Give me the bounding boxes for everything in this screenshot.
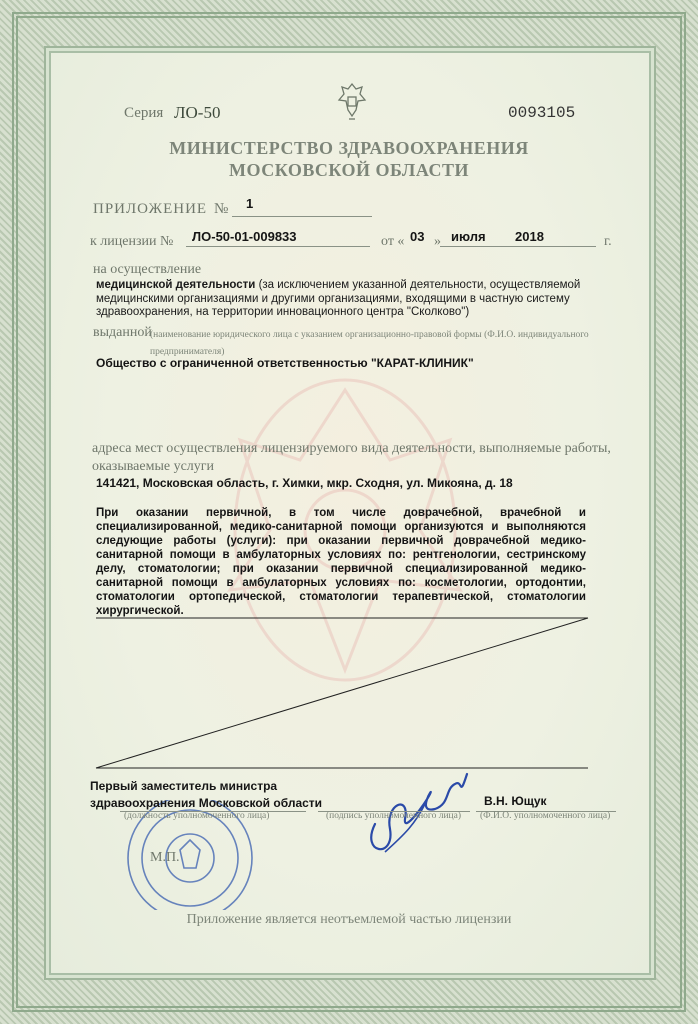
series-label: Серия [124,105,164,121]
ministry-title-line2: МОСКОВСКОЙ ОБЛАСТИ [229,160,469,180]
address-value: 141421, Московская область, г. Химки, мкр. Сходня, ул. Микояна, д. 18 [96,476,513,490]
license-month: июля [451,229,486,244]
signer-position-line2: здравоохранения Московской области [90,796,323,810]
name-hint: (Ф.И.О. уполномоченного лица) [480,811,611,821]
activity-label: на осуществление [93,262,202,277]
activity-text: (за исключением указанной деятельности, осуществляемой медицинскими организациями и другими организациями, входящими в частную систему здравоохранения, на территории инновационного центра "Сколково") [96,279,581,318]
position-hint: (должность уполномоченного лица) [124,811,270,821]
seal-place-label: М.П. [150,850,180,865]
license-number: ЛО-50-01-009833 [192,229,297,244]
license-date-from-label: от « [381,234,405,249]
series-value: ЛО-50 [174,103,221,122]
services-text: При оказании первичной, в том числе доврачебной, врачебной и специализированной, медико-санитарной помощи организуются и выполняются следующие работы (услуги): при оказании первичной доврачебной медико-санитарной помощи в амбулаторных условиях по: рентгенологии, сестринскому делу, стоматологии; при оказании первичной специализированной медико-санитарной помощи в амбулаторных условиях по: косметологии, ортодонтии, стоматологии ортопедической, стоматологии терапевтической, стоматологии хирургической. [96,507,586,617]
appendix-number-label: № [214,201,229,217]
license-day: 03 [410,229,425,244]
signer-name: В.Н. Ющук [484,794,547,808]
ministry-title-line1: МИНИСТЕРСТВО ЗДРАВООХРАНЕНИЯ [169,138,529,158]
license-year-suffix: г. [604,234,612,249]
signature-hint: (подпись уполномоченного лица) [326,811,462,821]
address-label: адреса мест осуществления лицензируемого вида деятельности, выполняемые работы, оказываемые услуги [92,441,611,474]
license-number-label: к лицензии № [90,234,174,249]
appendix-number: 1 [246,196,254,211]
company-name: Общество с ограниченной ответственностью "КАРАТ-КЛИНИК" [96,356,474,370]
license-day-close-quote: » [434,234,441,249]
appendix-label: ПРИЛОЖЕНИЕ [93,201,208,217]
serial-number: 0093105 [508,104,576,122]
license-year: 2018 [515,229,544,244]
activity-bold: медицинской деятельности [96,279,256,291]
signer-position-line1: Первый заместитель министра [90,779,278,793]
signer-position [90,778,322,812]
issued-hint: (наименование юридического лица с указанием организационно-правовой формы (Ф.И.О. индивидуального предпринимателя) [150,330,589,357]
issued-label: выданной [93,325,152,340]
footer-note: Приложение является неотъемлемой частью лицензии [186,912,512,927]
